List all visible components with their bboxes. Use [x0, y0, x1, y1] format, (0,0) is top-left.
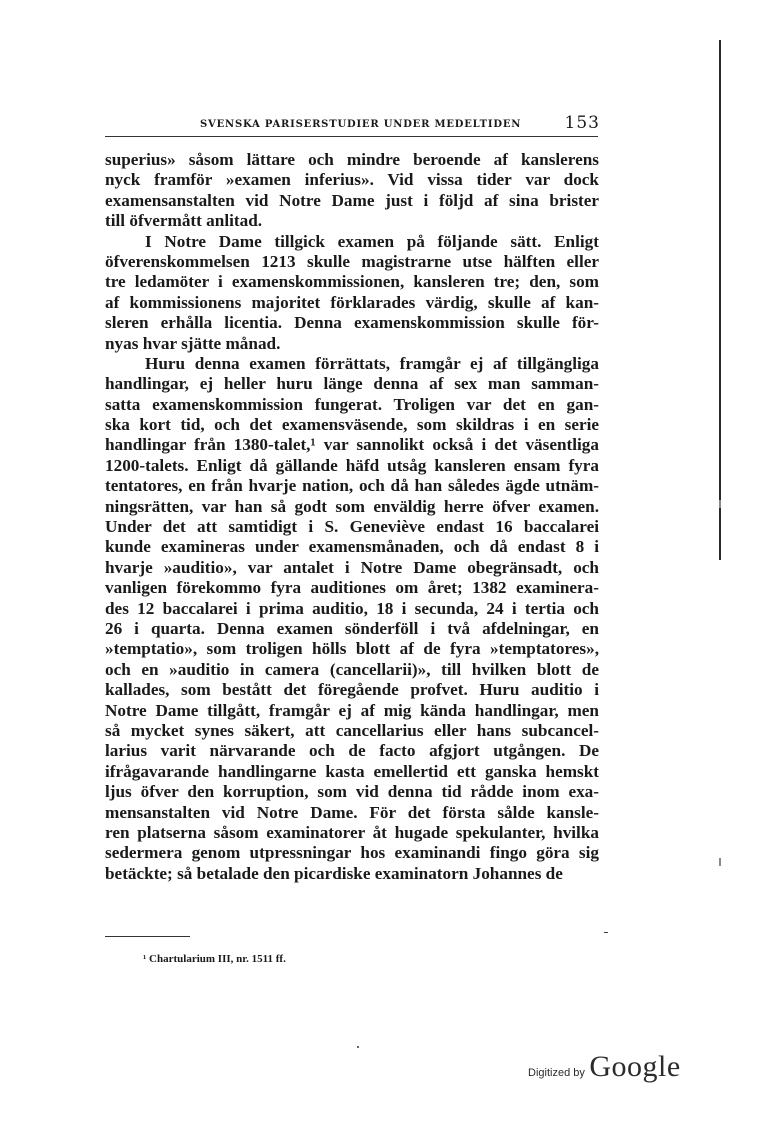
text-line: handlingar, ej heller huru länge denna af sex man samman-	[105, 374, 599, 394]
text-line: Under det att samtidigt i S. Geneviève endast 16 baccalarei	[105, 517, 599, 537]
text-line: till öfvermått anlitad.	[105, 211, 263, 231]
text-line: hvarje »auditio», var antalet i Notre Dame obegränsadt, och	[105, 557, 599, 577]
digitized-watermark	[528, 1050, 681, 1084]
text-line: Huru denna examen förrättats, framgår ej af tillgängliga	[145, 353, 599, 373]
text-line: 26 i quarta. Denna examen sönderföll i två afdelningar, en	[105, 618, 599, 638]
text-line: sleren erhålla licentia. Denna examenskommission skulle för-	[105, 313, 599, 333]
page-edge-mark	[719, 500, 721, 508]
text-line: ska kort tid, och det examensväsende, som skildras i en serie	[105, 415, 599, 435]
text-line: ljus öfver den korruption, som vid denna tid rådde inom exa-	[105, 782, 599, 802]
text-line: betäckte; så betalade den picardiske examinatorn Johannes de	[105, 863, 563, 883]
text-line: nyas hvar sjätte månad.	[105, 333, 281, 353]
text-line: så mycket synes säkert, att cancellarius eller hans subcancel-	[105, 720, 599, 740]
text-line: »temptatio», som troligen hölls blott af de fyra »temptatores»,	[105, 639, 599, 659]
text-line: larius varit närvarande och de facto afgjort utgången. De	[105, 741, 599, 761]
scan-speck	[604, 932, 608, 933]
footnote-rule	[105, 936, 190, 937]
page-edge-rule	[719, 40, 721, 560]
text-line: I Notre Dame tillgick examen på följande sätt. Enligt	[145, 231, 599, 251]
text-line: ren platserna såsom examinatorer åt hugade spekulanter, hvilka	[105, 822, 599, 842]
watermark-prefix: Digitized by	[528, 1067, 585, 1079]
footnote: ¹ Chartularium III, nr. 1511 ff.	[143, 953, 286, 965]
page-header	[200, 113, 600, 135]
text-line: Notre Dame tillgått, framgår ej af mig kända handlingar, men	[105, 700, 599, 720]
text-line: och en »auditio in camera (cancellarii)», till hvilken blott de	[105, 659, 599, 679]
text-line: mensanstalten vid Notre Dame. För det första sålde kansle-	[105, 802, 599, 822]
text-line: sedermera genom utpressningar hos examinandi fingo göra sig	[105, 843, 599, 863]
text-line: nyck framför »examen inferius». Vid vissa tider var dock	[105, 170, 599, 190]
text-line: öfverenskommelsen 1213 skulle magistrarne utse hälften eller	[105, 251, 599, 271]
text-line: handlingar från 1380-talet,¹ var sannolikt också i det väsentliga	[105, 435, 599, 455]
text-line: satta examenskommission fungerat. Troligen var det en gan-	[105, 394, 599, 414]
text-line: examensanstalten vid Notre Dame just i följd af sina brister	[105, 190, 599, 210]
text-line: tentatores, en från hvarje nation, och då han således ägde utnäm-	[105, 476, 599, 496]
text-line: kallades, som bestått det föregående profvet. Huru auditio i	[105, 680, 599, 700]
text-line: ningsrätten, var han så godt som enväldig herre öfver examen.	[105, 496, 599, 516]
running-head: SVENSKA PARISERSTUDIER UNDER MEDELTIDEN	[200, 119, 522, 130]
text-line: kunde examineras under examensmånaden, och då endast 8 i	[105, 537, 599, 557]
text-line: af kommissionens majoritet förklarades värdig, skulle af kan-	[105, 292, 599, 312]
text-line: vanligen förekommo fyra auditiones om året; 1382 examinera-	[105, 578, 599, 598]
page-number: 153	[564, 113, 600, 133]
google-logo: Google	[589, 1050, 681, 1083]
body-text	[105, 150, 599, 884]
header-rule	[105, 136, 598, 137]
text-line: superius» såsom lättare och mindre beroende af kanslerens	[105, 150, 599, 169]
text-line: des 12 baccalarei i prima auditio, 18 i secunda, 24 i tertia och	[105, 598, 599, 618]
text-line: 1200-talets. Enligt då gällande häfd utsåg kansleren ensam fyra	[105, 455, 599, 475]
text-line: ifrågavarande handlingarne kasta emellertid ett ganska hemskt	[105, 761, 599, 781]
scan-speck	[357, 1046, 359, 1048]
page-edge-mark	[719, 858, 721, 866]
text-line: tre ledamöter i examenskommissionen, kansleren tre; den, som	[105, 272, 599, 292]
